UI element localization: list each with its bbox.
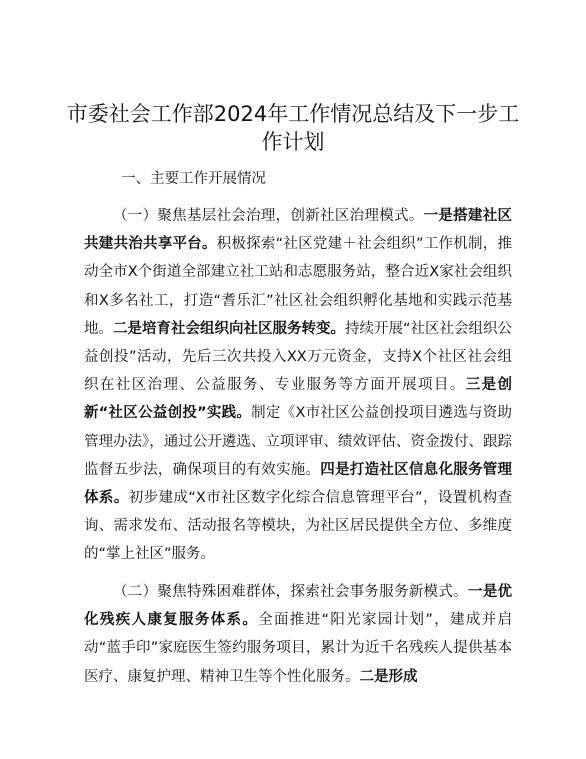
paragraph-2-point-2-title: 二是形成 <box>359 668 418 685</box>
paragraph-1-lead: （一）聚焦基层社会治理，创新社区治理模式。 <box>113 208 424 224</box>
paragraph-1-point-4-body: 初步建成“X市社区数字化综合信息管理平台”，设置机构查询、需求发布、活动报名等模块，为社区居民提供全方位、多维度的“掌上社区”服务。 <box>84 490 513 563</box>
paragraph-1-point-3-title: 三是创新“社区公益创投”实践。 <box>84 377 513 422</box>
section-heading: 一、主要工作开展情况 <box>121 171 266 187</box>
paragraph-2 <box>84 578 512 691</box>
paragraph-1-point-4-title: 四是打造社区信息化服务管理体系。 <box>84 461 513 507</box>
paragraph-1-point-1-body: 积极探索“社区党建＋社会组织”工作机制，推动全市X个街道全部建立社工站和志愿服务站，整合近X家社会组织和X多名社工，打造“耆乐汇”社区社会组织孵化基地和实践示范基地。 <box>84 236 513 337</box>
document-title: 市委社会工作部2024年工作情况总结及下一步工作计划 <box>66 102 520 154</box>
paragraph-1 <box>84 202 512 569</box>
paragraph-2-point-1-title: 一是优化残疾人康复服务体系。 <box>84 584 512 629</box>
paragraph-2-point-1-body: 全面推进“阳光家园计划”，建成并启动“蓝手印”家庭医生签约服务项目，累计为近千名残疾人提供基本医疗、康复护理、精神卫生等个性化服务。 <box>84 612 512 685</box>
paragraph-2-lead: （二）聚焦特殊困难群体，探索社会事务服务新模式。 <box>113 584 468 600</box>
paragraph-1-point-2-title: 二是培育社会组织向社区服务转变。 <box>113 320 345 337</box>
paragraph-1-point-2-body: 持续开展“社区社会组织公益创投”活动，先后三次共投入XX万元资金，支持X个社区社会组织在社区治理、公益服务、专业服务等方面开展项目。 <box>84 320 513 394</box>
paragraph-1-point-3-body: 制定《X市社区公益创投项目遴选与资助管理办法》，通过公开遴选、立项评审、绩效评估、资金拨付、跟踪监督五步法，确保项目的有效实施。 <box>84 405 513 478</box>
paragraph-1-point-1-title: 一是搭建社区共建共治共享平台。 <box>84 208 513 253</box>
